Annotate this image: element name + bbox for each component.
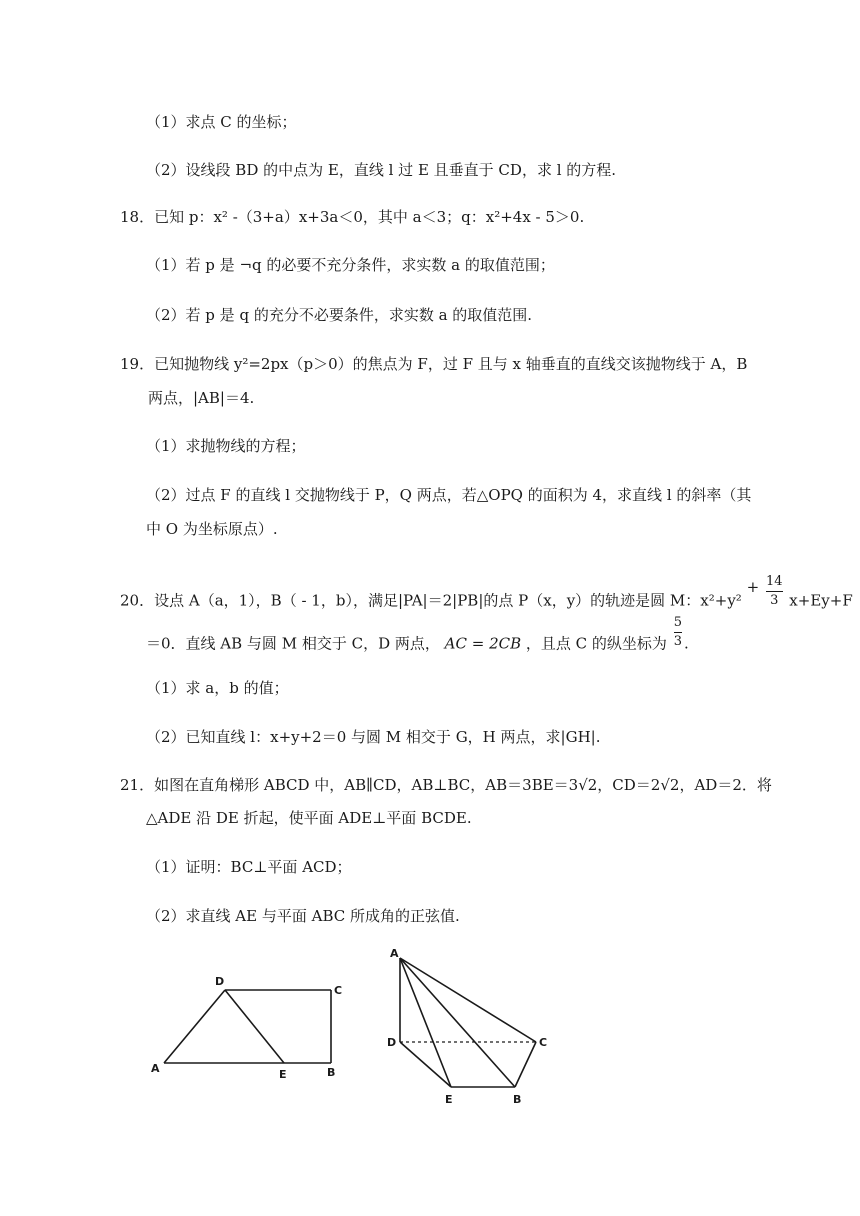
q21-stem-line2: △ADE 沿 DE 折起，使平面 ADE⊥平面 BCDE. bbox=[146, 809, 472, 827]
q19-part2-line2: 中 O 为坐标原点）. bbox=[146, 520, 278, 538]
q18-stem: 18．已知 p：x² ‑（3+a）x+3a＜0，其中 a＜3；q：x²+4x ‑ 5＞0. bbox=[120, 208, 585, 226]
label-b: B bbox=[327, 1066, 336, 1079]
label-a: A bbox=[390, 947, 399, 960]
q20-frac2-numerator: 5 bbox=[673, 615, 682, 630]
q20-stem-line2-b: ，且点 C 的纵坐标为 bbox=[525, 634, 667, 653]
q21-part1: （1）证明：BC⊥平面 ACD； bbox=[146, 858, 352, 876]
label-d: D bbox=[387, 1036, 397, 1049]
edge-ad bbox=[164, 990, 225, 1063]
q20-stem-line2: ＝0．直线 AB 与圆 M 相交于 C，D 两点， AC = 2CB ，且点 C 的纵坐标为 $\frac{5}{3}$ . bbox=[146, 615, 689, 653]
q20-fraction-14-3 bbox=[766, 574, 783, 609]
label-b: B bbox=[513, 1093, 522, 1106]
q20-fraction-5-3 bbox=[674, 615, 682, 650]
edge-ac bbox=[400, 958, 536, 1042]
q20-frac1-numerator: 14 bbox=[765, 574, 783, 589]
q21-stem-line1: 21．如图在直角梯形 ABCD 中，AB∥CD，AB⊥BC，AB＝3BE＝3√2，CD＝2√2，AD＝2．将 bbox=[120, 776, 772, 794]
q20-stem-line1-b: x+Ey+F bbox=[789, 591, 853, 610]
q19-stem-line2: 两点，|AB|＝4. bbox=[148, 389, 255, 407]
edge-ae bbox=[400, 958, 451, 1087]
q20-plus-sign: + bbox=[746, 577, 760, 596]
q19-part2-line1: （2）过点 F 的直线 l 交抛物线于 P，Q 两点，若△OPQ 的面积为 4，求直线 l 的斜率（其 bbox=[146, 486, 752, 504]
figure-trapezoid bbox=[150, 972, 360, 1082]
q17-part1: （1）求点 C 的坐标； bbox=[146, 113, 297, 131]
q20-frac1-denominator: 3 bbox=[770, 593, 779, 608]
q17-part2: （2）设线段 BD 的中点为 E，直线 l 过 E 且垂直于 CD，求 l 的方程. bbox=[146, 161, 617, 179]
label-e: E bbox=[445, 1093, 453, 1106]
figure-folded-solid bbox=[385, 945, 565, 1115]
q20-part2: （2）已知直线 l：x+y+2＝0 与圆 M 相交于 G，H 两点，求|GH|. bbox=[146, 728, 601, 746]
label-e: E bbox=[279, 1068, 287, 1081]
q20-stem-line2-a: ＝0．直线 AB 与圆 M 相交于 C，D 两点， bbox=[146, 634, 440, 653]
q20-frac2-denominator: 3 bbox=[673, 634, 682, 649]
edge-ab bbox=[400, 958, 515, 1087]
q20-stem-line1 bbox=[120, 574, 853, 619]
q20-stem-line1-a: 20．设点 A（a，1），B（ ‑ 1，b），满足|PA|＝2|PB|的点 P（x，y）的轨迹是圆 M：x²+y² bbox=[120, 591, 742, 610]
label-a: A bbox=[151, 1062, 160, 1075]
q19-stem-line1: 19．已知抛物线 y²=2px（p＞0）的焦点为 F，过 F 且与 x 轴垂直的直线交该抛物线于 A，B bbox=[120, 355, 748, 373]
edge-de bbox=[400, 1042, 451, 1087]
label-c: C bbox=[539, 1036, 548, 1049]
q18-part2: （2）若 p 是 q 的充分不必要条件，求实数 a 的取值范围. bbox=[146, 306, 533, 324]
q20-vector-equation: AC = 2CB bbox=[444, 634, 522, 653]
label-c: C bbox=[334, 984, 343, 997]
q21-part2: （2）求直线 AE 与平面 ABC 所成角的正弦值. bbox=[146, 907, 460, 925]
edge-de bbox=[225, 990, 284, 1063]
edge-bc bbox=[515, 1042, 536, 1087]
q20-part1: （1）求 a，b 的值； bbox=[146, 679, 289, 697]
label-d: D bbox=[215, 975, 225, 988]
q19-part1: （1）求抛物线的方程； bbox=[146, 437, 306, 455]
q18-part1: （1）若 p 是 ¬q 的必要不充分条件，求实数 a 的取值范围； bbox=[146, 256, 555, 274]
